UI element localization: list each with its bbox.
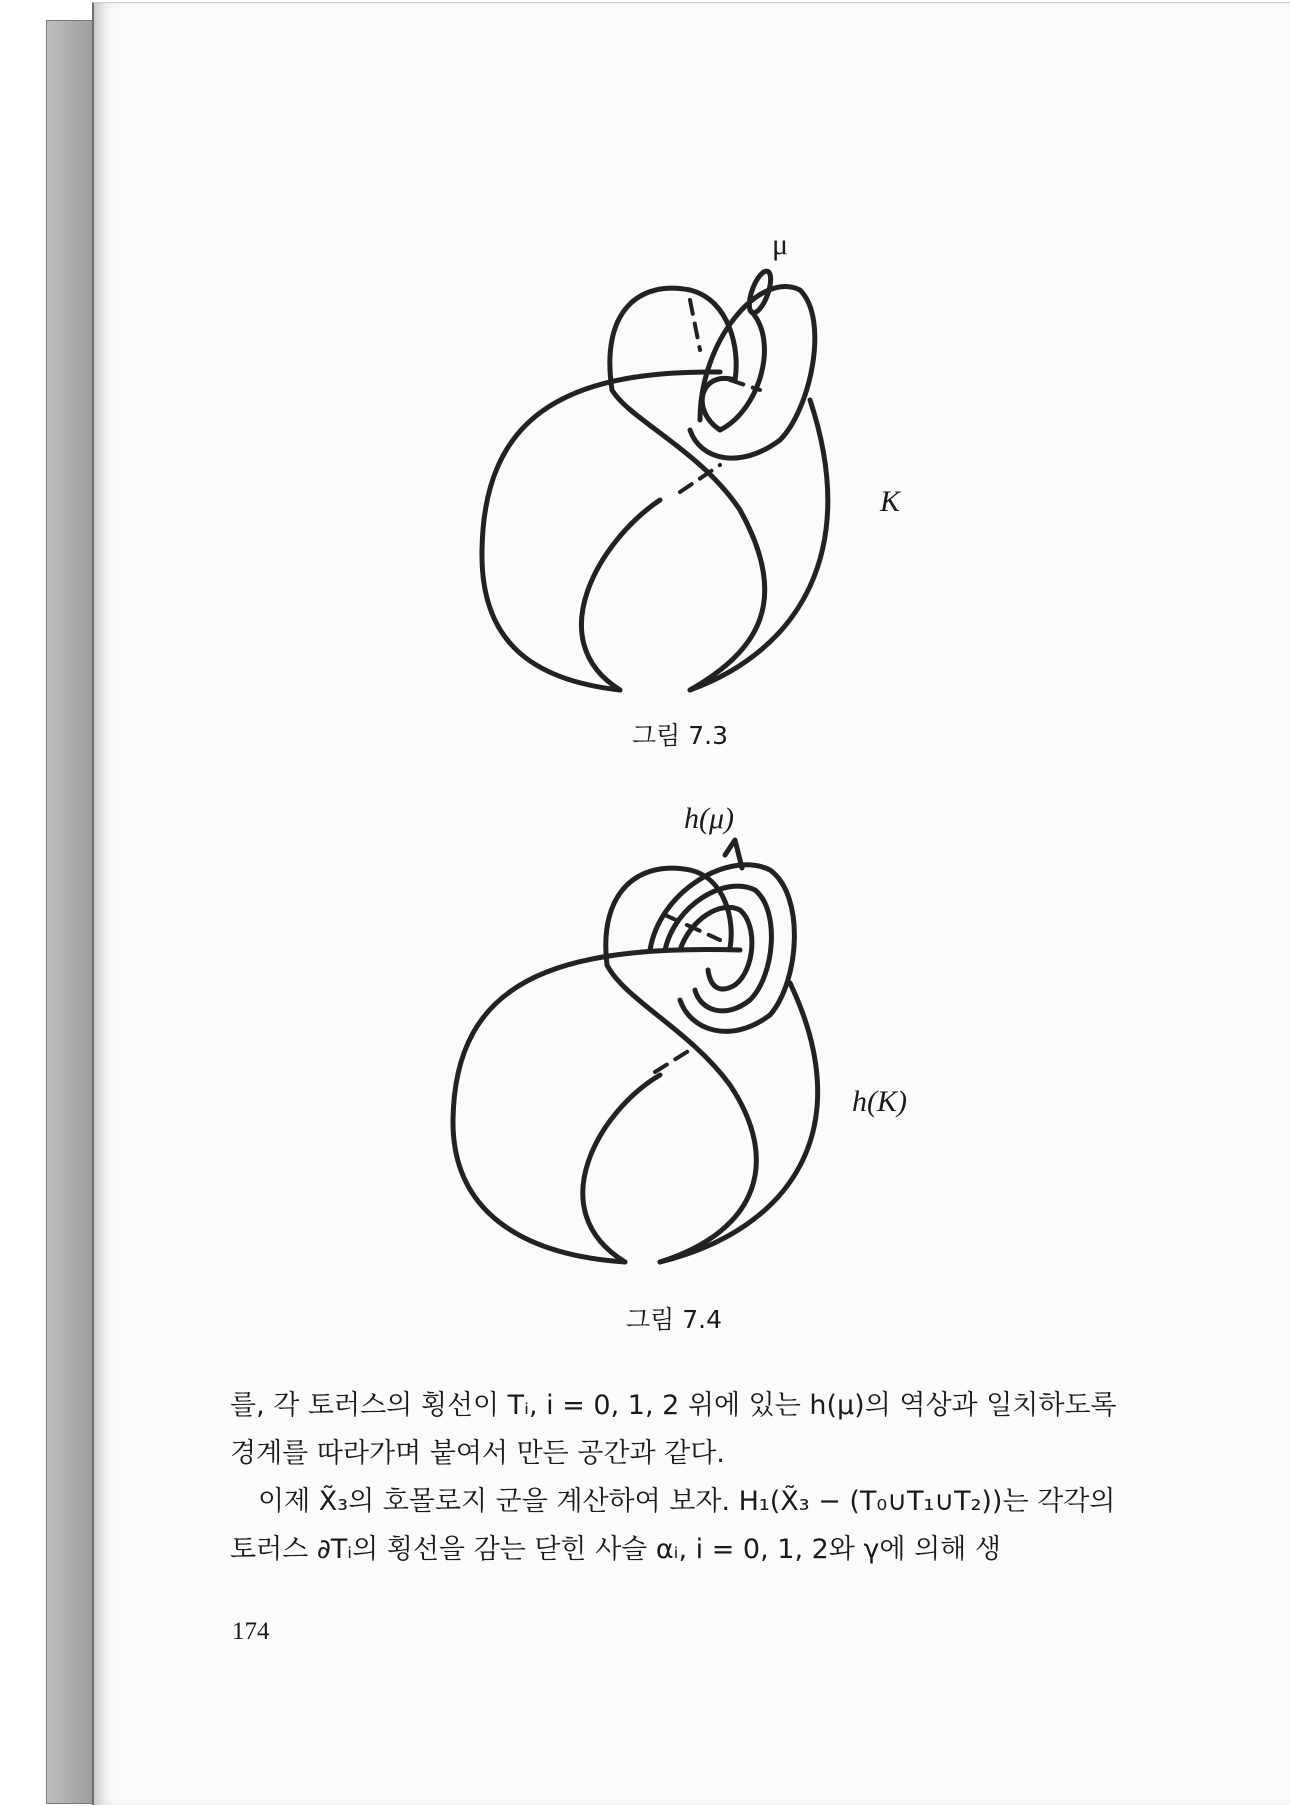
label-h-mu: h(μ)	[684, 802, 735, 835]
page-number: 174	[232, 1618, 270, 1645]
caption-figure-7-3: 그림 7.3	[631, 721, 728, 750]
label-h-k: h(K)	[852, 1085, 907, 1118]
knot-diagram-7-4	[0, 800, 1290, 1300]
label-mu: μ	[772, 228, 789, 261]
knot-diagram-7-3	[0, 220, 1290, 720]
caption-figure-7-4: 그림 7.4	[625, 1305, 722, 1334]
body-text	[230, 1382, 1142, 1574]
paragraph-2: 이제 X̃₃의 호몰로지 군을 계산하여 보자. H₁(X̃₃ − (T₀∪T₁∪T₂))는 각각의 토러스 ∂Tᵢ의 횡선을 감는 닫힌 사슬 αᵢ, i = 0, 1, 2와 γ에 의해 생	[230, 1486, 1116, 1565]
paragraph-1: 를, 각 토러스의 횡선이 Tᵢ, i = 0, 1, 2 위에 있는 h(μ)의 역상과 일치하도록 경계를 따라가며 붙여서 만든 공간과 같다.	[230, 1390, 1117, 1469]
label-k: K	[880, 485, 901, 518]
figure-7-3	[0, 220, 1290, 720]
figure-7-4	[0, 800, 1290, 1300]
